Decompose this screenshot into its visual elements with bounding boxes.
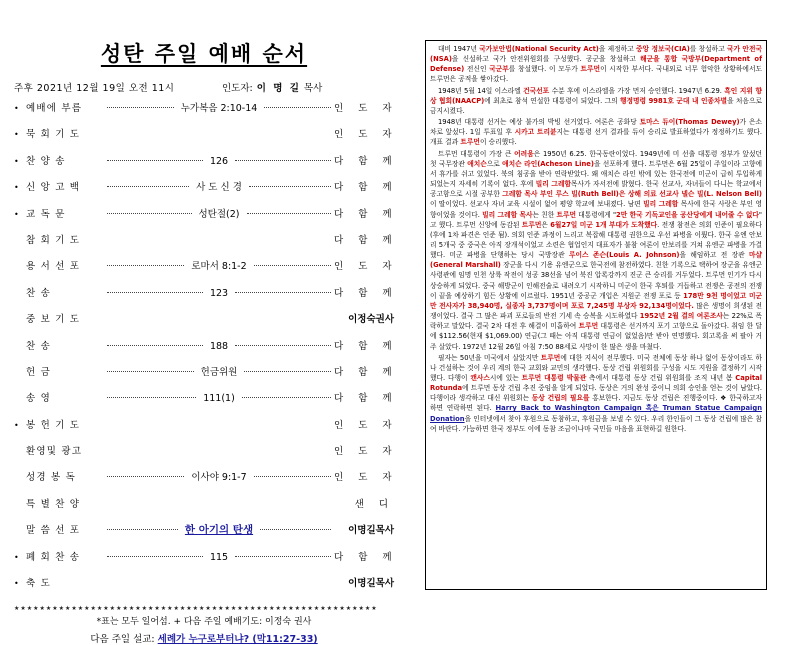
item-leader-line (104, 100, 334, 114)
highlighted-text: 은 상해 의료 선교사 넬슨 빌(L. Nelson Bell) (618, 190, 762, 199)
standing-note: *표는 모두 일어섬. + 다음 주일 예배기도: 이정숙 권사 (96, 617, 312, 628)
item-responsible: 다 함 께 (334, 208, 398, 220)
item-label: 신 앙 고 백 (26, 182, 81, 194)
item-content: 115 (209, 551, 229, 563)
highlighted-text: 국가보안법(National Security Act) (479, 45, 599, 53)
item-leader-line (104, 320, 334, 322)
item-responsible: 이정숙권사 (348, 314, 394, 326)
item-leader-line (104, 206, 334, 220)
worship-item (14, 364, 398, 390)
highlighted-text: 트루먼 대통령 박물관 (521, 374, 587, 382)
item-responsible: 인 도 자 (334, 446, 398, 458)
article-paragraph (430, 149, 762, 352)
highlighted-text: 2만 한국 기독교인을 공산당에게 내어줄 수 없다 (616, 210, 759, 219)
article-text: 대비 1947년 (438, 45, 480, 53)
next-sermon-title: 세례가 누구로부터냐? (막11:27-33) (157, 634, 318, 645)
item-responsible: 다 함 께 (334, 234, 398, 246)
worship-item (14, 443, 398, 469)
item-responsible: 인 도 자 (334, 103, 398, 114)
worship-item (14, 126, 398, 152)
highlighted-text: 트루먼 (578, 322, 599, 331)
item-bullet: • (14, 420, 19, 430)
item-content: 누가복음 2:10-14 (180, 103, 258, 114)
worship-item (14, 179, 398, 205)
article-text: 를 창설했다. 이 모두가 (508, 65, 581, 74)
article-text: 전신인 (464, 65, 490, 74)
item-responsible: 다 함 께 (334, 155, 398, 167)
article-text: 는 22%로 폭락하고 말았다. 결국 2차 대전 후 해결이 미흡하여 (430, 312, 762, 331)
item-label: 폐 회 찬 송 (26, 551, 81, 563)
item-label: 중 보 기 도 (26, 314, 81, 326)
highlighted-text: 트루먼 (540, 353, 561, 362)
article-text: 가 은소 차로 앞섰다. 1일 투표일 후 (430, 118, 762, 137)
leader-name: 이 명 길 (256, 83, 301, 94)
highlighted-text: 1952년 2월 결의 여론조사 (639, 312, 723, 321)
worship-item (14, 417, 398, 443)
worship-item (14, 549, 398, 575)
highlighted-text: 캔사스 (470, 374, 490, 382)
truman-article (425, 40, 767, 590)
highlighted-text: 트루먼 (460, 138, 480, 147)
worship-item (14, 285, 398, 311)
highlighted-text: 트루먼 (580, 65, 601, 74)
item-label: 특 별 찬 양 (26, 498, 81, 510)
item-leader-line (104, 522, 334, 537)
article-text: 필자는 50년을 미국에서 살았지만 (438, 353, 541, 362)
leader-label: 인도자: (222, 83, 253, 94)
item-label: 묵 회 기 도 (26, 129, 81, 141)
article-paragraph (430, 44, 762, 85)
article-text: 대통령은 선거까지 포기 고향으로 돌아갔다. 취임 한 달에 $112.56(현재 $1,069.00) 연금(그 때는 아직 대통령 연금이 없었음)만 받아 연명했다. 회고록을 써 팔아 거주 살았다. 1972년 12월 26일 아침 7:50 88세로 사망이 한 많은 생을 마쳤다. (430, 322, 763, 351)
article-text: 에 트루먼 동상 건립 추진 중임을 알게 되었다. 동상은 거의 완성 중이니 의회 승인을 얻는 것이 남았다. 다행이라 생각하고 대신 위원회는 (430, 384, 762, 403)
highlighted-text: 건국선포 (523, 86, 550, 95)
highlighted-text: 그레함 목사 부인 루스 빌(Ruth Bell) (502, 190, 619, 199)
item-label: 용 서 선 포 (26, 261, 81, 273)
item-leader-line (104, 452, 334, 454)
worship-item (14, 390, 398, 416)
item-leader-line (104, 469, 334, 483)
item-responsible: 인 도 자 (334, 261, 398, 273)
article-text: 시에 있는 (489, 374, 522, 382)
article-text: 지는 대통령 선거 결과를 듀이 승리로 발표하였다가 정정하기도 했다. 개표 결과 (430, 128, 762, 147)
highlighted-text: Capital Rotunda (430, 374, 763, 393)
highlighted-text: 시카고 트리뷴 (514, 128, 557, 137)
item-leader-line (104, 156, 334, 167)
item-leader-line (104, 241, 334, 243)
item-content: 헌금위원 (200, 366, 238, 378)
item-leader-line (104, 364, 334, 378)
article-text: 많은 생명이 희생된 전쟁이었다. 결국 그 많은 파괴 포로들의 반전 기세 속 승복을 시도하였다 (430, 301, 762, 321)
article-text: 1948년 대통령 선거는 예상 불가의 박빙 선거였다. 여론은 공화당 (438, 118, 640, 127)
item-label: 송 영 (26, 393, 51, 405)
worship-item (14, 522, 394, 548)
highlighted-text: 빌리 그레함 목사 (482, 210, 533, 219)
item-leader-line (104, 258, 334, 272)
item-responsible: 다 함 께 (334, 551, 398, 563)
item-responsible: 인 도 자 (334, 419, 398, 431)
article-text: 홍보한다. 지금도 동상 건립은 진행중이다. ❖ 한국하고자 하면 연락하면 된다. (430, 394, 763, 413)
article-text: 이 딸이었다. 선교사 자녀 교육 시설이 없어 평양 학교에 보내졌다. 남편 (430, 200, 644, 209)
item-label: 축 도 (26, 578, 51, 590)
highlighted-text: 행정명령 9981호 군대 내 인종차별 (619, 96, 728, 105)
article-text: 트루먼 대통령이 가장 큰 (438, 149, 515, 158)
worship-items-list (14, 100, 398, 601)
article-text: 을 신설하고 국가 안전위원회를 구성했다. 공군을 창설하고 (451, 55, 641, 64)
article-text: 을 인터넷에서 찾아 후원으로 동참하고, 후원금을 보낼 수 있다. 우리 한인들이 그 동상 건립에 많은 참여 바란다. 가능하면 한국 정부도 이에 동참 조금이나마 국민들 마음을 표현하길 원한다. (430, 414, 762, 433)
star-divider: ★★★★★★★★★★★★★★★★★★★★★★★★★★★★★★★★★★★★★★★★★★★★★★★★★★★★★★★★★ (14, 605, 378, 613)
worship-item (14, 311, 394, 337)
article-text: 으로 (486, 159, 503, 168)
worship-item (14, 575, 394, 601)
item-bullet: • (14, 156, 19, 166)
item-leader-line (104, 552, 334, 563)
item-label: 헌 금 (26, 366, 51, 378)
article-text: 이 시작한 부서다. 국내외로 너무 험악한 상황하에서도 트루먼은 공적을 쌓아갔다. (430, 65, 762, 84)
item-content: 126 (209, 155, 229, 167)
highlighted-text: 루이스 존슨(Louis A. Johnson) (568, 251, 680, 260)
order-of-worship (14, 30, 398, 645)
page-title: 성탄 주일 예배 순서 (100, 41, 308, 66)
item-responsible: 다 함 께 (334, 287, 398, 299)
item-leader-line (104, 179, 334, 193)
article-text: 을 제정하고 (598, 45, 636, 53)
highlighted-text: 애치슨 라인(Acheson Line) (502, 159, 594, 168)
highlighted-text: 빌리 그레함 (535, 180, 571, 189)
article-text: 1948년 5월 14일 이스라엘 (438, 86, 524, 95)
item-content: 이사야 9:1-7 (191, 472, 247, 484)
item-leader-line (104, 288, 334, 299)
highlighted-text: 178만 9천 명이었고 미군만 전사자가 38,940명, 실종자 3,737명이며 포로 7,245명 부상자 92,134명이었다. (430, 291, 762, 310)
item-bullet: • (14, 130, 19, 140)
article-text: 에 대한 지식이 전무했다. 미국 전체에 동상 하나 없어 동상이라도 하나 건설하는 것이 우리 계의 한국 교회와 교민의 생각했다. 동상 건립 위원회를 구성을 시도 지원을 결정하기 시작했다. 다행이 (430, 353, 762, 382)
item-content: 188 (209, 340, 229, 352)
article-text: 에 최초로 참석 연설한 대통령이 되었다. 그의 (484, 96, 620, 105)
highlighted-text: 동상 건립의 필요를 (531, 394, 590, 403)
item-responsible: 인 도 자 (334, 472, 398, 484)
highlighted-text: 애치슨 (467, 159, 487, 168)
highlighted-text: 마샬(General Marshall) (430, 251, 762, 270)
highlighted-text: 토마스 듀이(Thomas Dewey) (639, 118, 740, 127)
item-leader-line (104, 341, 334, 352)
worship-item (14, 338, 398, 364)
leader-suffix: 목사 (303, 83, 323, 94)
article-text: 측에서 대통령 동상 건립 위원회를 조직 내년 봄 (586, 374, 736, 382)
item-label: 말 씀 선 포 (26, 525, 81, 537)
worship-item (14, 100, 398, 126)
article-paragraph (430, 353, 762, 434)
item-label: 찬 송 (26, 340, 51, 352)
item-leader-line (104, 426, 334, 428)
item-responsible: 샌 디 (354, 498, 394, 510)
item-label: 예배에 부름 (26, 103, 83, 114)
item-leader-line (104, 135, 334, 137)
highlighted-text: 국군부 (489, 65, 509, 74)
item-content: 성탄절(2) (198, 208, 240, 220)
article-text: 를 창설하고 (689, 45, 727, 53)
worship-item (14, 469, 398, 495)
item-label: 봉 헌 기 도 (26, 419, 81, 431)
service-header (14, 80, 394, 94)
item-responsible: 이명길목사 (348, 525, 394, 537)
article-paragraph (430, 117, 762, 147)
item-bullet: • (14, 209, 19, 219)
item-responsible: 다 함 께 (334, 340, 398, 352)
next-sermon (14, 631, 394, 645)
article-text: " 고 했다. 트루먼 신앙에 동감된 (430, 210, 762, 229)
highlighted-text: 해군을 통합 국방부(Department of Defense) (430, 55, 762, 74)
item-label: 교 독 문 (26, 208, 66, 220)
item-content: 로마서 8:1-2 (191, 261, 247, 273)
item-label: 찬 송 (26, 287, 51, 299)
item-content: 123 (209, 287, 229, 299)
item-responsible: 다 함 께 (334, 366, 398, 378)
article-text: 는 친한 (532, 210, 557, 219)
highlighted-text: 빌리 그레함 (643, 200, 679, 209)
item-responsible: 다 함 께 (334, 182, 398, 194)
article-text: 목사가 자서전에 밝혔다. 한국 선교사, 자녀들이 다니는 학교에서 공고함으로 시절 공부한 (430, 180, 762, 199)
highlighted-text: 6월27일 미군 1개 부대가 도착했다 (550, 220, 658, 229)
article-text: 수분 후에 이스라엘을 가장 먼저 승인했다. 1947년 6.29. (549, 86, 725, 95)
article-paragraph (430, 86, 762, 116)
article-text: 대통령에게 " (576, 210, 617, 219)
article-text: 을 선포하게 했다. 트루먼은 6월 25일이 주일이라 고향에서 휴가를 쉬고 있었다. 북의 침공을 받아 연락받았다. 왜 애치슨 라인 밖에 있는 한국전에 미군이 급히 투입하게 되었는지 자세히 기록이 없다. 후에 (430, 159, 762, 189)
article-text: 은 1950년 6.25. 한국동란이었다. 1949년에 미 선출 대통령 정부가 앞섰던 첫 국무장관 (430, 149, 762, 168)
highlighted-text: 트루먼 (556, 210, 576, 219)
item-bullet: • (14, 579, 19, 589)
item-bullet: • (14, 104, 19, 113)
item-content: 사 도 신 경 (196, 182, 242, 194)
highlighted-text: 흑인 지위 향상 협회(NAACP) (430, 86, 762, 105)
campaign-link[interactable]: Harry Back to Washington Campaign 혹은 Truman Statue Campaign Donation (430, 404, 763, 423)
worship-item (14, 258, 398, 284)
article-text: . 전쟁 참전은 의회 인준이 필요하다(후에 1차 파견은 인준 됨). 의회 인준 과정이 느리고 복잡해 대통령 권한으로 우선 파병을 이뤘다. 한국 유엔 안보리 5개국 중 중국은 아직 장개석이었고 소련은 협업인지 대표자가 불참 여론이 안보리를 거쳐 유엔군 파병을 가결했다. 미군 파병을 단행하는 당시 국방장관 (430, 220, 763, 260)
item-leader-line (104, 584, 334, 586)
worship-item (14, 232, 398, 258)
article-text: 을 해임하고 전 장관 (679, 251, 749, 260)
highlighted-text: 국가 안전국(NSA) (430, 45, 762, 64)
item-responsible: 인 도 자 (334, 129, 398, 141)
item-responsible: 이명길목사 (348, 578, 394, 590)
article-text: 을 처음으로 금지시켰다. (430, 96, 762, 115)
highlighted-text: 트루먼 (521, 220, 542, 229)
item-bullet: • (14, 183, 19, 193)
worship-item (14, 153, 398, 179)
item-content: 111(1) (203, 393, 235, 405)
item-leader-line (104, 505, 334, 507)
highlighted-text: 어려움 (514, 149, 534, 158)
worship-item (14, 206, 398, 232)
item-label: 참 회 기 도 (26, 234, 81, 246)
item-label: 환영및 광고 (26, 446, 83, 458)
item-label: 찬 양 송 (26, 155, 66, 167)
highlighted-text: 중앙 정보국(CIA) (635, 45, 690, 53)
article-text: 목사에 한국 사랑은 부인 영향이었을 것이다. (430, 200, 762, 219)
worship-item (14, 496, 394, 522)
item-bullet: • (14, 552, 19, 562)
service-date: 주후 2021년 12월 19일 오전 11시 (14, 83, 175, 94)
item-label: 성경 봉 독 (26, 472, 76, 484)
item-responsible: 다 함 께 (334, 393, 398, 405)
next-sermon-label: 다음 주일 설교: (90, 634, 155, 645)
item-content: 한 아기의 탄생 (184, 524, 254, 537)
article-text: 은 (541, 220, 551, 229)
article-text: 장군을 다시 기용 유엔군으로 한국전에 참전하였다. 친한 기록으로 택하여 장군을 유엔군 사령관에 임명 인천 상륙 작전이 성공 38선을 넘어 북진 압록강까지 진군 큰 승리를 거두었다. 트루먼 인기가 다시 상승하게 되었다. 중국 해방군이 인해전술로 내려오기 시작하니 미군이 한국 후퇴를 거듭하고 전쟁은 공전의 전쟁이 끝을 예상하기 힘든 상황에 이르렀다. 1951년 중공군 개입은 지원군 전쟁 포로 등 (430, 261, 762, 300)
article-text: 이 승리했다. (479, 138, 517, 147)
item-leader-line (104, 393, 334, 404)
